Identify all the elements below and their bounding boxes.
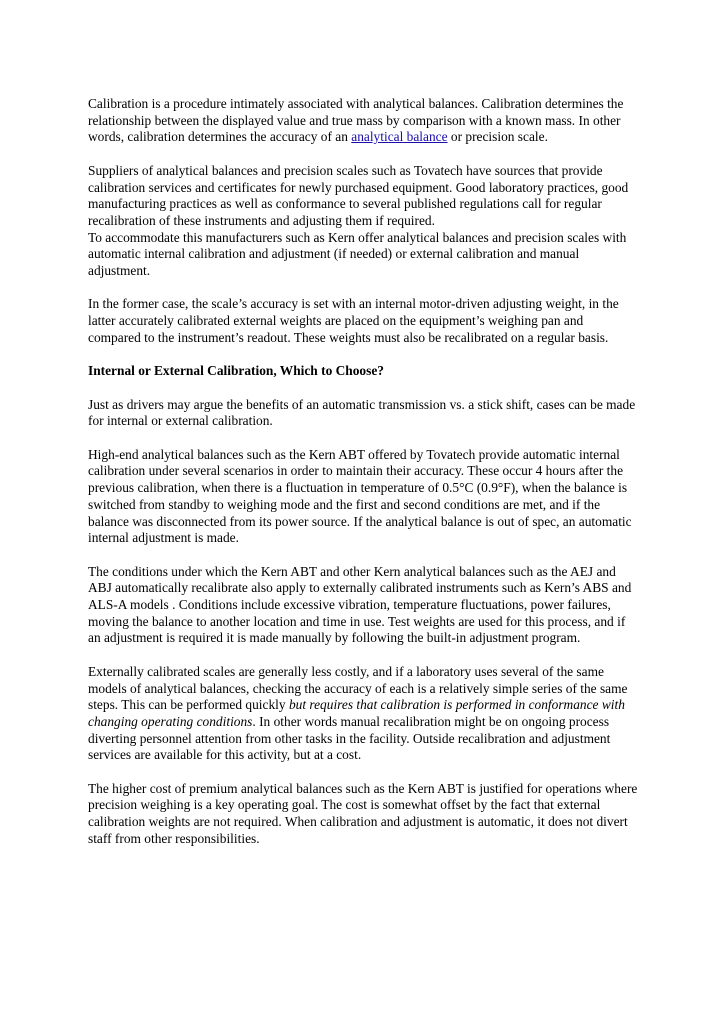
paragraph-external-text-end: . In other words manual recalibration might be on ongoing process diverting personnel attention from other tasks in the facility. Outside recalibration and adjustment services are available for this activity, but at a cost. bbox=[88, 713, 611, 763]
paragraph-external-text: Externally calibrated scales are generally less costly, and if a laboratory uses several of the same models of analytical balances, checking the accuracy of each is a relatively simple series of the same steps. This can be performed quickly bbox=[88, 663, 628, 713]
section-heading: Internal or External Calibration, Which to Choose? bbox=[88, 363, 384, 379]
paragraph-intro bbox=[88, 96, 638, 146]
paragraph-external bbox=[88, 664, 638, 764]
paragraph-conditions: The conditions under which the Kern ABT and other Kern analytical balances such as the AEJ and ABJ automatically recalibrate also apply to externally calibrated instruments such as Kern’s ABS and ALS-A models . Conditions include excessive vibration, temperature fluctuations, power failures, moving the balance to another location and time in use. Test weights are used for this process, and if an adjustment is required it is made manually by following the built-in adjustment program. bbox=[88, 563, 632, 646]
paragraph-higher-cost: The higher cost of premium analytical balances such as the Kern ABT is justified for operations where precision weighing is a key operating goal. The cost is somewhat offset by the fact that external calibration weights are not required. When calibration and adjustment is automatic, it does not divert staff from other responsibilities. bbox=[88, 780, 638, 846]
analytical-balance-link[interactable]: analytical balance bbox=[351, 129, 448, 145]
document-body bbox=[88, 96, 638, 864]
paragraph-intro-text: Calibration is a procedure intimately associated with analytical balances. Calibration determines the relationship between the displayed value and true mass by comparison with a known mass. In other words, calibration determines the accuracy of an bbox=[88, 96, 624, 145]
paragraph-intro-text-end: or precision scale. bbox=[447, 129, 548, 145]
paragraph-former-case: In the former case, the scale’s accuracy is set with an internal motor-driven adjusting weight, in the latter accurately calibrated external weights are placed on the equipment’s weighing pan and compared to the instrument’s readout. These weights must also be recalibrated on a regular basis. bbox=[88, 296, 619, 345]
paragraph-external-italic: but requires that calibration is performed in conformance with changing operating conditions bbox=[88, 697, 625, 729]
paragraph-accommodate: To accommodate this manufacturers such as Kern offer analytical balances and precision scales with automatic internal calibration and adjustment (if needed) or external calibration and manual adjustment. bbox=[88, 229, 627, 279]
paragraph-suppliers: Suppliers of analytical balances and precision scales such as Tovatech have sources that provide calibration services and certificates for newly purchased equipment. Good laboratory practices, good manufacturing practices as well as conformance to several published regulations call for regular recalibration of these instruments and adjusting them if required. bbox=[88, 162, 629, 228]
paragraph-high-end: High-end analytical balances such as the Kern ABT offered by Tovatech provide automatic internal calibration under several scenarios in order to maintain their accuracy. These occur 4 hours after the previous calibration, when there is a fluctuation in temperature of 0.5°C (0.9°F), when the balance is switched from standby to weighing mode and the first and second conditions are met, and if the balance was disconnected from its power source. If the analytical balance is out of spec, an automatic internal adjustment is made. bbox=[88, 446, 632, 546]
paragraph-drivers: Just as drivers may argue the benefits of an automatic transmission vs. a stick shift, cases can be made for internal or external calibration. bbox=[88, 396, 636, 429]
